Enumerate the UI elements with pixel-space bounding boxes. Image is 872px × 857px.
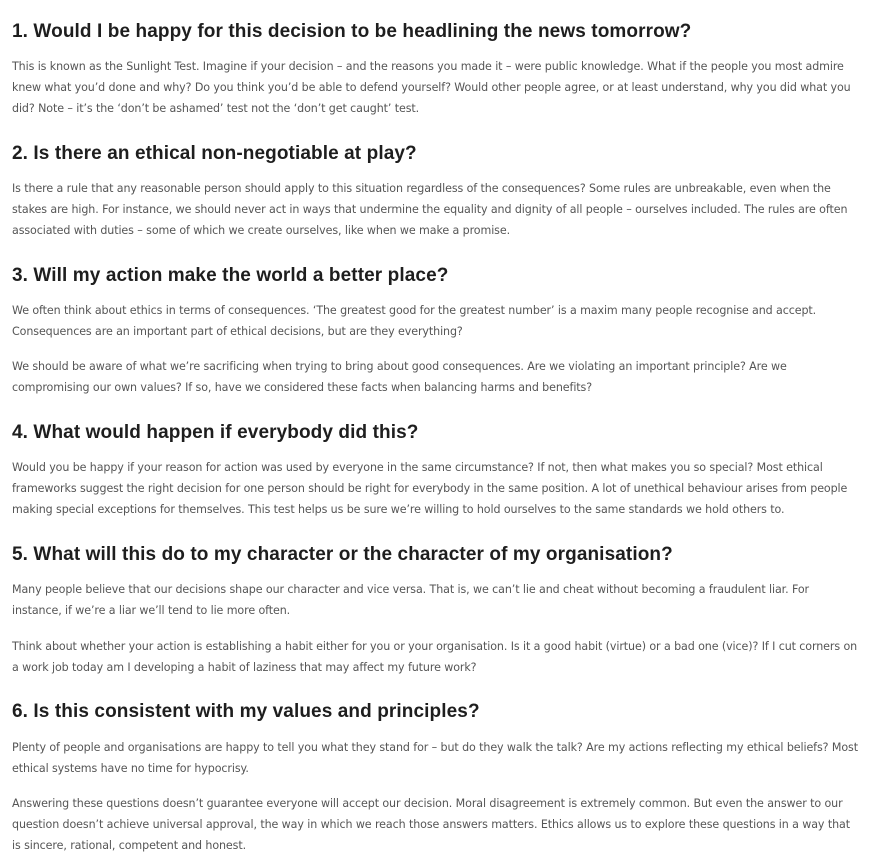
section-2-paragraph-1: Is there a rule that any reasonable person should apply to this situation regardless of the consequences? Some rules are unbreakable, even when the stakes are high. For instance, we should never act in ways that undermine the equality and dignity of all people – ourselves included. The rules are often associated with duties – some of which we create ourselves, like when we make a promise.	[12, 182, 848, 237]
section-3-paragraph-2: We should be aware of what we’re sacrificing when trying to bring about good consequences. Are we violating an important principle? Are we compromising our own values? If so, have we considered these facts when balancing harms and benefits?	[12, 360, 787, 394]
section-6-heading: 6. Is this consistent with my values and principles?	[12, 701, 480, 722]
section-4-paragraph-1: Would you be happy if your reason for action was used by everyone in the same circumstance? If not, then what makes you so special? Most ethical frameworks suggest the right decision for one person should be right for everybody in the same position. A lot of unethical behaviour arises from people making special exceptions for themselves. This test helps us be sure we’re willing to hold ourselves to the same standards we hold others to.	[12, 461, 848, 516]
section-3-heading: 3. Will my action make the world a better place?	[12, 265, 449, 286]
section-6-paragraph-2: Answering these questions doesn’t guarantee everyone will accept our decision. Moral disagreement is extremely common. But even the answer to our question doesn’t achieve universal approval, the way in which we reach those answers matters. Ethics allows us to explore these questions in a way that is sincere, rational, competent and honest.	[12, 797, 850, 852]
section-5-paragraph-1: Many people believe that our decisions shape our character and vice versa. That is, we can’t lie and cheat without becoming a fraudulent liar. For instance, if we’re a liar we’ll tend to lie more often.	[12, 583, 809, 617]
section-5-paragraph-2: Think about whether your action is establishing a habit either for you or your organisation. Is it a good habit (virtue) or a bad one (vice)? If I cut corners on a work job today am I developing a habit of laziness that may affect my future work?	[12, 640, 858, 674]
section-3-paragraph-1: We often think about ethics in terms of consequences. ‘The greatest good for the greatest number’ is a maxim many people recognise and accept. Consequences are an important part of ethical decisions, but are they everything?	[12, 304, 817, 338]
section-4-heading: 4. What would happen if everybody did this?	[12, 422, 419, 443]
section-1-heading: 1. Would I be happy for this decision to be headlining the news tomorrow?	[12, 21, 692, 42]
section-5-heading: 5. What will this do to my character or the character of my organisation?	[12, 544, 673, 565]
section-6-paragraph-1: Plenty of people and organisations are happy to tell you what they stand for – but do they walk the talk? Are my actions reflecting my ethical beliefs? Most ethical systems have no time for hypocrisy.	[12, 741, 858, 775]
section-1-paragraph-1: This is known as the Sunlight Test. Imagine if your decision – and the reasons you made it – were public knowledge. What if the people you most admire knew what you’d done and why? Do you think you’d be able to defend yourself? Would other people agree, or at least understand, why you did what you did? Note – it’s the ‘don’t be ashamed’ test not the ‘don’t get caught’ test.	[12, 60, 851, 115]
section-2-heading: 2. Is there an ethical non-negotiable at play?	[12, 143, 417, 164]
